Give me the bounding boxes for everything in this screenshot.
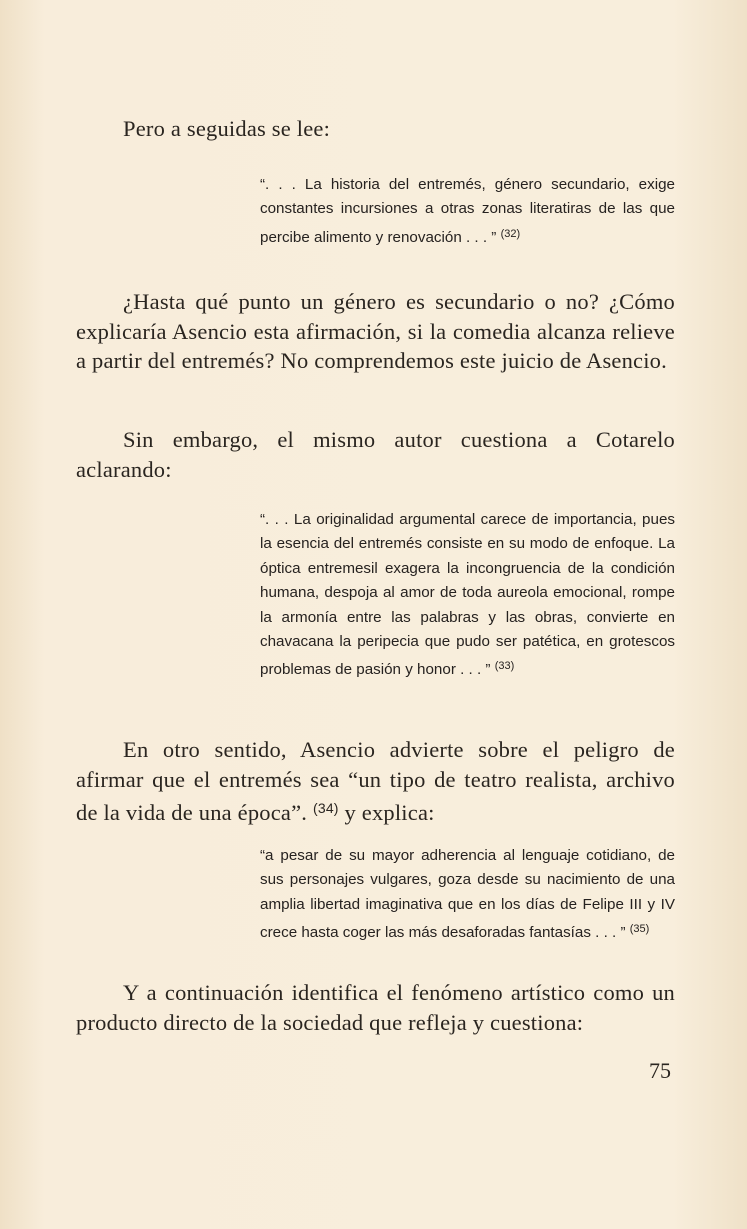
paragraph-y-a-text: Y a continuación identifica el fenómeno artístico como un producto directo de la sociedad que refleja y cuestiona:: [76, 980, 675, 1035]
paragraph-en-otro-sentido: [76, 735, 675, 828]
page-number: 75: [649, 1058, 671, 1083]
paragraph-hasta-text: ¿Hasta qué punto un género es secundario o no? ¿Cómo explicaría Asencio esta afirmación, si la comedia alcanza relieve a partir del entremés? No comprendemos este juicio de Asencio.: [76, 289, 675, 373]
quote-originalidad-argumental: [260, 508, 675, 683]
quote-a-pesar: [260, 844, 675, 946]
paragraph-en-otro-tail: y explica:: [338, 800, 435, 825]
quote-originalidad-text: “. . . La originalidad argumental carece de importancia, pues la esencia del entremés consiste en su modo de enfoque. La óptica entremesil exagera la incongruencia de la condición humana, despoja al amor de toda aureola emocional, rompe la armonía entre las palabras y las obras, convierte en chavacana la peripecia que pudo ser patética, en grotescos problemas de pasión y honor . . . ”: [260, 511, 675, 679]
footnote-ref-34: (34): [312, 800, 339, 816]
paragraph-intro-text: Pero a seguidas se lee:: [123, 116, 331, 141]
paragraph-y-a-continuacion: [76, 978, 675, 1037]
paragraph-intro: [76, 114, 675, 144]
paragraph-hasta-que-punto: [76, 287, 675, 376]
quote-historia-text: “. . . La historia del entremés, género secundario, exige constantes incursiones a otras zonas literatiras de las que percibe alimento y renovación . . . ”: [260, 176, 675, 246]
quote-a-pesar-text: “a pesar de su mayor adherencia al lenguaje cotidiano, de sus personajes vulgares, goza desde su nacimiento de una amplia libertad imaginativa que en los días de Felipe III y IV crece hasta coger las más desaforadas fantasías . . . ”: [260, 847, 675, 942]
footnote-ref-32: (32): [500, 227, 521, 240]
paragraph-en-otro-text: En otro sentido, Asencio advierte sobre el peligro de afirmar que el entremés sea “un tipo de teatro realista, archivo de la vida de una época”.: [76, 737, 675, 825]
quote-historia-entremes: [260, 173, 675, 250]
paragraph-sin-embargo: [76, 425, 675, 484]
footnote-ref-35: (35): [629, 923, 650, 936]
footnote-ref-33: (33): [494, 660, 515, 673]
paragraph-sin-embargo-text: Sin embargo, el mismo autor cuestiona a Cotarelo aclarando:: [76, 427, 675, 482]
